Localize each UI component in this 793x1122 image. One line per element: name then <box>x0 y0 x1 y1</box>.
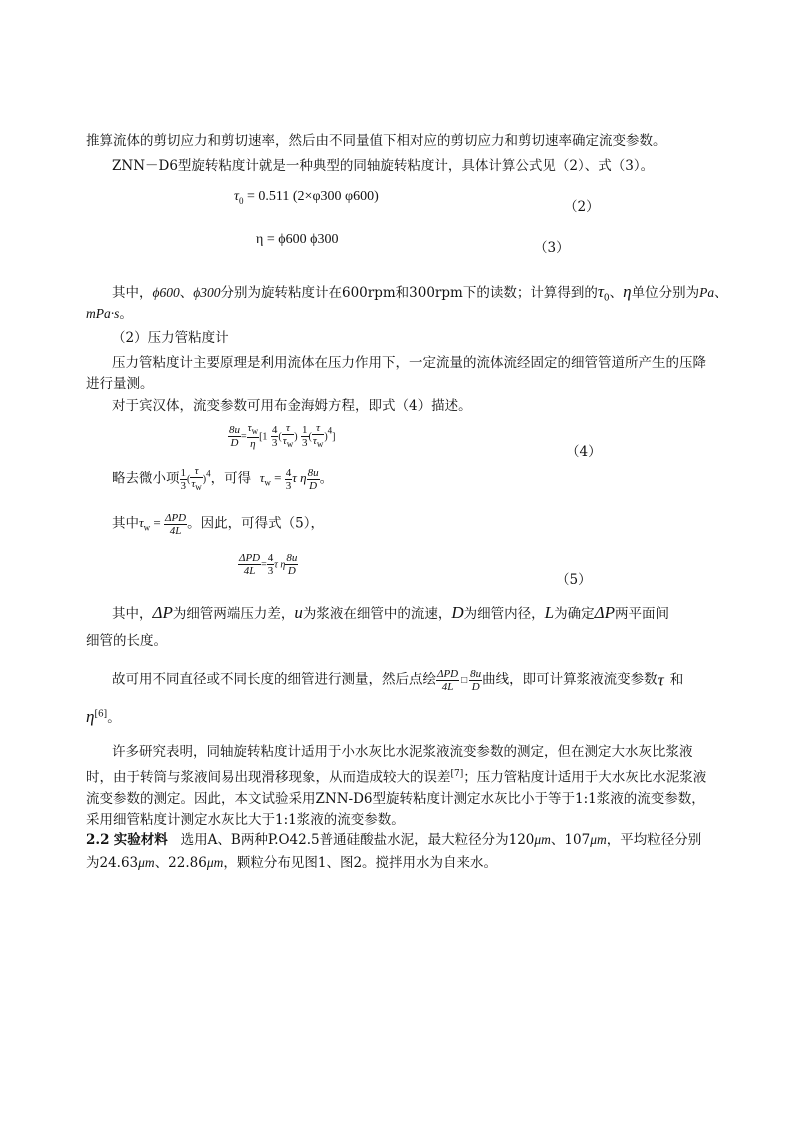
paragraph-pressure-principle: 压力管粘度计主要原理是利用流体在压力作用下，一定流量的流体流经固定的细管管道所产生的压降进行量测。 <box>86 355 706 392</box>
equation-5-number: （5） <box>556 572 592 588</box>
paragraph-research-findings: 许多研究表明，同轴旋转粘度计适用于小水灰比水泥浆液流变参数的测定，但在测定大水灰比浆液时，由于转筒与浆液间易出现滑移现象，从而造成较大的误差[7]；压力管粘度计适用于大水灰比水泥浆液流变参数的测定。因此，本文试验采用ZNN-D6型旋转粘度计测定水灰比小于等于1:1浆液的流变参数，采用细管粘度计测定水灰比大于1:1浆液的流变参数。 <box>86 744 707 828</box>
subheading-pressure-tube: （2）压力管粘度计 <box>112 330 229 346</box>
paragraph-neglect-small-term: 略去微小项 $\frac{1}{3}$ ( $\frac{\tau}{\tau_w}$ )$^4$，可得 $\tau_w$ = $\frac{4}{3}$ τ η $\frac{8u}{D}$ 。 <box>112 465 334 493</box>
paragraph-bingham: 对于宾汉体，流变参数可用布金海姆方程，即式（4）描述。 <box>112 398 472 414</box>
paragraph-where-phi: 其中，ϕ600、ϕ300分别为旋转粘度计在600rpm和300rpm下的读数；计算得到的$\tau_0$、η单位分别为Pa、 <box>112 282 728 304</box>
paragraph-where-phi-line2: mPa·s。 <box>86 306 133 322</box>
equation-4: $\frac{8u}{D}$ = $\frac{\tau_w}{\eta}$ [1 $\frac{4}{3}$ ( $\frac{\tau}{\tau_w}$ ) $\frac{1}{3}$ ( $\frac{\tau}{\tau_w}$ )$^4$] <box>229 422 336 451</box>
paragraph-where-tau-w: 其中$\tau_w$ = $\frac{\text{ΔPD}}{4L}$ 。因此，可得式（5）， <box>112 512 324 537</box>
equation-2: $\tau_0 = 0.511$ (2×φ300 φ600) <box>234 189 379 206</box>
paragraph-continuation: 推算流体的剪切应力和剪切速率，然后由不同量值下相对应的剪切应力和剪切速率确定流变参数。 <box>86 133 667 149</box>
equation-5: $\frac{\text{ΔPD}}{4L}$ = $\frac{4}{3}$ τ η $\frac{8u}{D}$ <box>239 552 298 577</box>
equation-4-number: （4） <box>566 444 602 460</box>
paragraph-znn-intro: ZNN－D6型旋转粘度计就是一种典型的同轴旋转粘度计，具体计算公式见（2）、式（3）。 <box>112 158 655 174</box>
section-2-2-materials: 2.2 实验材料 选用A、B两种P.O42.5普通硅酸盐水泥，最大粒径分为120μm、107μm，平均粒径分别 <box>86 832 702 848</box>
section-2-2-materials-line2: 为24.63μm、22.86μm，颗粒分布见图1、图2。搅拌用水为自来水。 <box>86 855 498 871</box>
section-number: 2.2 <box>86 832 110 848</box>
paragraph-variable-definitions: 其中，ΔP为细管两端压力差，u为浆液在细管中的流速，D为细管内径，L为确定ΔP两平面间 <box>112 603 669 622</box>
equation-2-number: （2） <box>564 199 600 215</box>
paragraph-plot-curve-line2: η[6]。 <box>86 707 121 726</box>
section-title: 实验材料 <box>113 832 168 848</box>
equation-3-number: （3） <box>534 240 570 256</box>
equation-3: η = ϕ600 ϕ300 <box>256 232 339 247</box>
paragraph-variable-definitions-line2: 细管的长度。 <box>86 633 167 649</box>
paragraph-plot-curve: 故可用不同直径或不同长度的细管进行测量，然后点绘 $\frac{\text{ΔPD}}{4L}$ □ $\frac{8u}{D}$ 曲线，即可计算浆液流变参数τ 和 <box>112 668 684 693</box>
